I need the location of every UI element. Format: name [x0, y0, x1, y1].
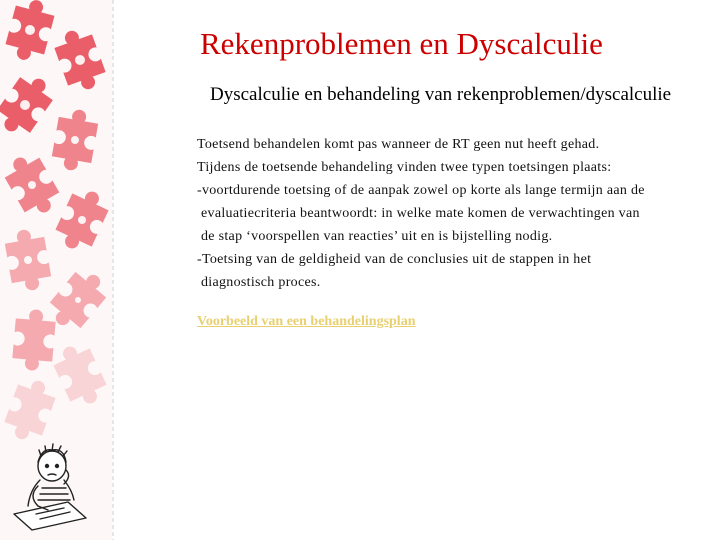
body-line: diagnostisch proces. — [201, 275, 321, 290]
slide-subtitle: Dyscalculie en behandeling van rekenproblemen/dyscalculie — [210, 84, 672, 105]
thinking-person-icon — [8, 440, 118, 532]
body-line: Toetsend behandelen komt pas wanneer de RT geen nut heeft gehad. — [197, 137, 600, 152]
body-line: -Toetsing van de geldigheid van de conclusies uit de stappen in het — [197, 252, 592, 267]
body-line: evaluatiecriteria beantwoordt: in welke mate komen de verwachtingen van — [201, 206, 640, 221]
body-text — [197, 133, 697, 294]
slide-title: Rekenproblemen en Dyscalculie — [200, 26, 603, 61]
body-line: Tijdens de toetsende behandeling vinden twee typen toetsingen plaats: — [197, 160, 612, 175]
body-line: -voortdurende toetsing of de aanpak zowel op korte als lange termijn aan de — [197, 183, 645, 198]
treatment-plan-link[interactable]: Voorbeeld van een behandelingsplan — [197, 314, 416, 329]
body-line: de stap ‘voorspellen van reacties’ uit en is bijstelling nodig. — [201, 229, 553, 244]
